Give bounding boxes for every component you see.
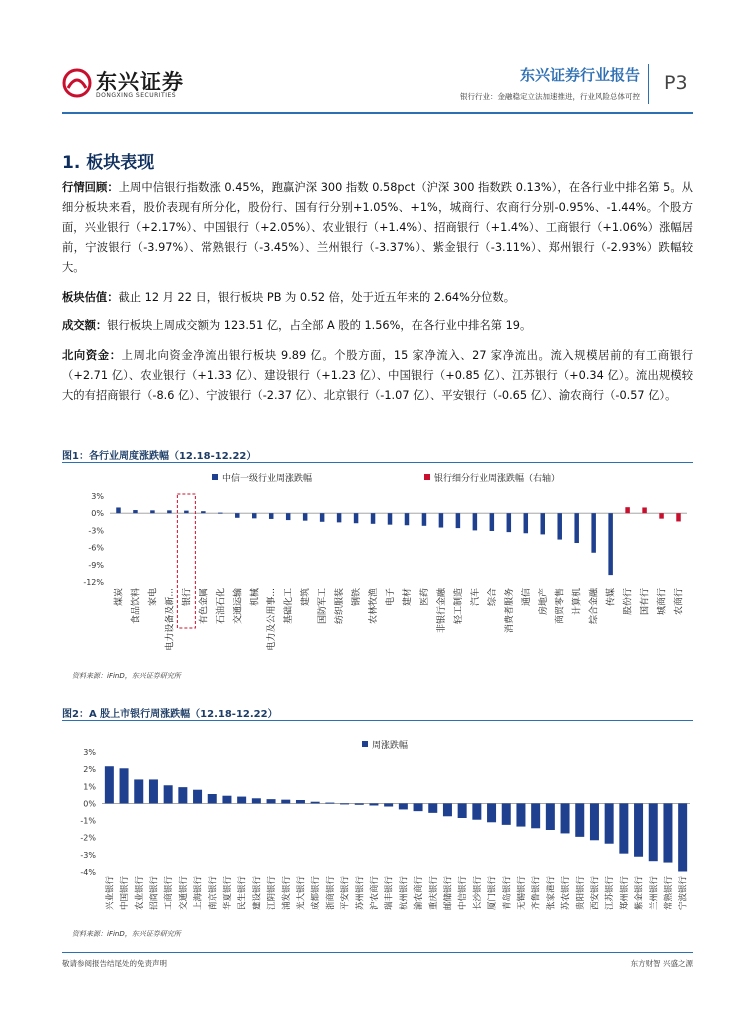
bar — [296, 800, 305, 803]
paragraph-text: 上周北向资金净流出银行板块 9.89 亿。个股方面，15 家净流入、27 家净流出。流入规模居前的有工商银行（+2.71 亿）、农业银行（+1.33 亿）、建设银行（+1.23 亿）、中国银行（+0.85 亿）、江苏银行（+0.34 亿）。流出规模较大的有招商银行（-8.6 亿）、宁波银行（-2.37 亿）、北京银行（-1.07 亿）、平安银行（-0.65 亿）、渝农商行（-0.57 亿）。 — [62, 349, 693, 402]
figure1-rule — [62, 462, 693, 463]
category-label: 交通运输 — [233, 588, 244, 625]
bar — [369, 803, 378, 805]
bar — [252, 513, 257, 518]
bar — [574, 513, 579, 543]
y-tick-label: -1% — [80, 816, 96, 826]
category-label: 成都银行 — [311, 876, 322, 911]
bar — [561, 803, 570, 833]
figure1-source: 资料来源：iFinD，东兴证券研究所 — [72, 672, 181, 680]
paragraph-label: 北向资金： — [62, 349, 122, 362]
category-label: 家电 — [148, 588, 159, 607]
bar — [388, 513, 393, 524]
figure2-source: 资料来源：iFinD，东兴证券研究所 — [72, 930, 181, 938]
bar — [303, 513, 308, 520]
bar — [443, 803, 452, 816]
category-label: 商贸零售 — [555, 588, 566, 625]
category-label: 石油石化 — [216, 588, 227, 625]
bar — [218, 513, 223, 514]
category-label: 上海银行 — [193, 876, 204, 911]
category-label: 重庆银行 — [428, 876, 439, 911]
bar — [384, 803, 393, 806]
category-label: 无锡银行 — [516, 876, 527, 911]
bar — [642, 507, 647, 513]
category-label: 传媒 — [606, 588, 617, 607]
category-label: 青岛银行 — [502, 876, 513, 911]
category-label: 纺织服装 — [335, 588, 346, 625]
legend-swatch — [212, 474, 218, 480]
bar — [164, 785, 173, 803]
bar — [320, 513, 325, 522]
bar — [590, 803, 599, 840]
bar — [149, 779, 158, 803]
figure2-title: 图2：A 股上市银行周涨跌幅（12.18-12.22） — [62, 709, 278, 720]
paragraph-valuation — [62, 288, 693, 308]
category-label: 非银行金融 — [436, 588, 447, 634]
bank-weekly-chart — [62, 724, 693, 924]
y-tick-label: -4% — [80, 868, 96, 877]
bar — [184, 511, 189, 514]
bar — [222, 796, 231, 804]
paragraph-turnover — [62, 316, 693, 336]
category-label: 苏农银行 — [561, 876, 572, 911]
category-label: 贵阳银行 — [575, 876, 586, 911]
category-label: 建材 — [402, 588, 413, 607]
category-label: 中国银行 — [120, 876, 131, 911]
bar — [507, 513, 512, 532]
paragraph-northbound — [62, 346, 693, 406]
category-label: 瑞丰银行 — [384, 876, 395, 911]
bar — [399, 803, 408, 809]
bar — [458, 803, 467, 818]
bar — [337, 513, 342, 522]
bar — [625, 507, 630, 513]
category-label: 工商银行 — [164, 876, 175, 911]
category-label: 齐鲁银行 — [531, 876, 542, 911]
category-label: 建设银行 — [252, 876, 263, 911]
bar — [516, 803, 525, 826]
category-label: 国防军工 — [318, 588, 329, 625]
category-label: 华夏银行 — [222, 876, 233, 911]
category-label: 综合金融 — [589, 588, 600, 625]
bar — [619, 803, 628, 853]
report-subtitle: 银行行业：金融稳定立法加速推进，行业风险总体可控 — [460, 92, 640, 101]
bar — [649, 803, 658, 861]
legend-label: 中信一级行业周涨跌幅 — [222, 474, 313, 484]
bar — [541, 513, 546, 534]
category-label: 厦门银行 — [487, 876, 498, 911]
brand-name-en: DONGXING SECURITIES — [96, 92, 177, 99]
y-tick-label: 3% — [83, 748, 96, 757]
category-label: 建筑 — [301, 588, 312, 607]
category-label: 医药 — [419, 588, 430, 607]
category-label: 江阴银行 — [267, 876, 278, 911]
bar — [608, 513, 613, 575]
y-tick-label: -3% — [88, 526, 104, 536]
y-tick-label: -6% — [88, 543, 104, 553]
category-label: 民生银行 — [237, 876, 248, 911]
category-label: 农商行 — [674, 588, 685, 616]
category-label: 平安银行 — [340, 876, 351, 911]
bar — [422, 513, 427, 526]
y-tick-label: 0% — [83, 799, 96, 809]
legend-swatch — [424, 474, 430, 480]
bar — [678, 803, 687, 871]
category-label: 长沙银行 — [472, 876, 483, 911]
bar — [269, 513, 274, 519]
bar — [193, 790, 202, 804]
bar — [237, 797, 246, 804]
category-label: 沪农商行 — [369, 876, 380, 911]
legend-label: 银行细分行业周涨跌幅（右轴） — [434, 474, 561, 484]
bar — [487, 803, 496, 822]
bar — [591, 513, 596, 553]
category-label: 浙商银行 — [325, 876, 336, 911]
figure1-title: 图1：各行业周度涨跌幅（12.18-12.22） — [62, 451, 257, 462]
category-label: 计算机 — [572, 588, 583, 616]
paragraph-text: 银行板块上周成交额为 123.51 亿，占全部 A 股的 1.56%，在各行业中排名第 19。 — [107, 319, 532, 332]
y-tick-label: 0% — [91, 509, 104, 519]
y-tick-label: -12% — [83, 578, 104, 587]
figure2-rule — [62, 720, 693, 721]
category-label: 钢铁 — [352, 588, 363, 607]
category-label: 基础化工 — [284, 588, 295, 625]
category-label: 杭州银行 — [399, 876, 410, 911]
category-label: 苏州银行 — [355, 876, 366, 911]
category-label: 国有行 — [640, 588, 651, 616]
y-tick-label: -3% — [80, 850, 96, 860]
category-label: 消费者服务 — [504, 588, 515, 634]
y-tick-label: 3% — [91, 492, 104, 501]
bar — [524, 513, 529, 533]
category-label: 房地产 — [538, 588, 549, 616]
company-logo-icon — [62, 68, 92, 98]
bar — [325, 803, 334, 804]
bar — [663, 803, 672, 862]
category-label: 农林牧渔 — [369, 588, 380, 625]
category-label: 轻工制造 — [453, 588, 464, 625]
bar — [134, 779, 143, 803]
y-tick-label: 1% — [83, 782, 96, 792]
category-label: 常熟银行 — [663, 876, 674, 911]
bar — [557, 513, 562, 539]
bar — [531, 803, 540, 828]
category-label: 兰州银行 — [649, 876, 660, 911]
category-label: 兴业银行 — [105, 876, 116, 911]
category-label: 南京银行 — [208, 876, 219, 911]
highlight-box — [177, 494, 195, 628]
category-label: 综合 — [487, 588, 498, 607]
category-label: 通信 — [521, 588, 532, 607]
footer-disclaimer: 敬请参阅报告结尾处的免责声明 — [62, 959, 167, 968]
category-label: 浦发银行 — [281, 876, 292, 911]
legend-label: 周涨跌幅 — [372, 741, 409, 751]
category-label: 城商行 — [657, 588, 668, 616]
bar — [405, 513, 410, 525]
paragraph-market-review — [62, 178, 693, 278]
category-label: 食品饮料 — [131, 588, 142, 625]
bar — [355, 803, 364, 804]
bar — [133, 510, 138, 513]
footer-rule — [62, 952, 693, 953]
category-label: 电力及公用事... — [267, 588, 278, 651]
bar — [439, 513, 444, 527]
bar — [116, 507, 121, 513]
bar — [502, 803, 511, 824]
bar — [178, 787, 187, 803]
category-label: 江苏银行 — [605, 876, 616, 911]
bar — [105, 766, 114, 803]
paragraph-label: 板块估值： — [62, 291, 119, 304]
category-label: 煤炭 — [114, 588, 125, 607]
bar — [490, 513, 495, 531]
bar — [634, 803, 643, 856]
report-title: 东兴证券行业报告 — [519, 66, 640, 84]
page-number: P3 — [664, 72, 688, 94]
category-label: 股份行 — [623, 588, 634, 616]
bar — [414, 803, 423, 811]
bar — [456, 513, 461, 528]
category-label: 交通银行 — [178, 876, 189, 911]
bar — [546, 803, 555, 830]
bar — [428, 803, 437, 812]
category-label: 机械 — [250, 588, 261, 607]
paragraph-label: 成交额： — [62, 319, 108, 332]
category-label: 紫金银行 — [634, 876, 645, 911]
bar — [252, 798, 261, 803]
bar — [472, 803, 481, 819]
category-label: 招商银行 — [149, 876, 160, 911]
category-label: 宁波银行 — [678, 876, 689, 911]
category-label: 光大银行 — [296, 876, 307, 911]
category-label: 银行 — [182, 588, 193, 607]
category-label: 张家港行 — [546, 876, 557, 911]
bar — [167, 510, 172, 513]
bar — [150, 510, 155, 513]
brand-name: 东兴证券 — [96, 70, 184, 94]
bar — [659, 513, 664, 518]
category-label: 电力设备及新... — [165, 588, 176, 651]
bar — [340, 803, 349, 804]
category-label: 汽车 — [470, 588, 481, 607]
y-tick-label: -9% — [88, 560, 104, 570]
category-label: 有色金属 — [199, 588, 210, 625]
bar — [311, 802, 320, 804]
category-label: 邮储银行 — [443, 876, 454, 911]
paragraph-text: 上周中信银行指数涨 0.45%，跑赢沪深 300 指数 0.58pct（沪深 300 指数跌 0.13%），在各行业中排名第 5。从细分板块来看，股价表现有所分化，股份行、国有行分别+1.05%、+1%，城商行、农商行分别-0.95%、-1.44%。个股方面，兴业银行（+2.17%）、中国银行（+2.05%）、农业银行（+1.4%）、招商银行（+1.4%）、工商银行（+1.06%）涨幅居前，宁波银行（-3.97%）、常熟银行（-3.45%）、兰州银行（-3.37%）、紫金银行（-3.11%）、郑州银行（-2.93%）跌幅较大。 — [62, 181, 693, 274]
bar — [120, 768, 129, 803]
category-label: 中信银行 — [458, 876, 469, 911]
bar — [267, 799, 276, 803]
category-label: 西安银行 — [590, 876, 601, 911]
category-label: 电子 — [386, 588, 397, 607]
bar — [605, 803, 614, 843]
bar — [575, 803, 584, 836]
y-tick-label: -2% — [80, 833, 96, 843]
category-label: 渝农商行 — [414, 876, 425, 911]
industry-weekly-chart — [62, 466, 693, 666]
bar — [235, 513, 240, 518]
header-divider — [648, 64, 649, 104]
bar — [208, 794, 217, 803]
bar — [371, 513, 376, 524]
header-rule — [62, 112, 693, 114]
paragraph-label: 行情回顾： — [62, 181, 119, 194]
bar — [281, 800, 290, 804]
y-tick-label: 2% — [83, 765, 96, 775]
bar — [286, 513, 291, 520]
category-label: 郑州银行 — [619, 876, 630, 911]
legend-swatch — [362, 741, 368, 747]
bar — [473, 513, 478, 530]
paragraph-text: 截止 12 月 22 日，银行板块 PB 为 0.52 倍，处于近五年来的 2.64%分位数。 — [118, 291, 516, 304]
bar — [201, 511, 206, 513]
section-title: 1. 板块表现 — [62, 153, 155, 173]
footer-slogan: 东方财智 兴盛之源 — [630, 959, 693, 968]
bar — [354, 513, 359, 523]
bar — [676, 513, 681, 521]
category-label: 农业银行 — [134, 876, 145, 911]
